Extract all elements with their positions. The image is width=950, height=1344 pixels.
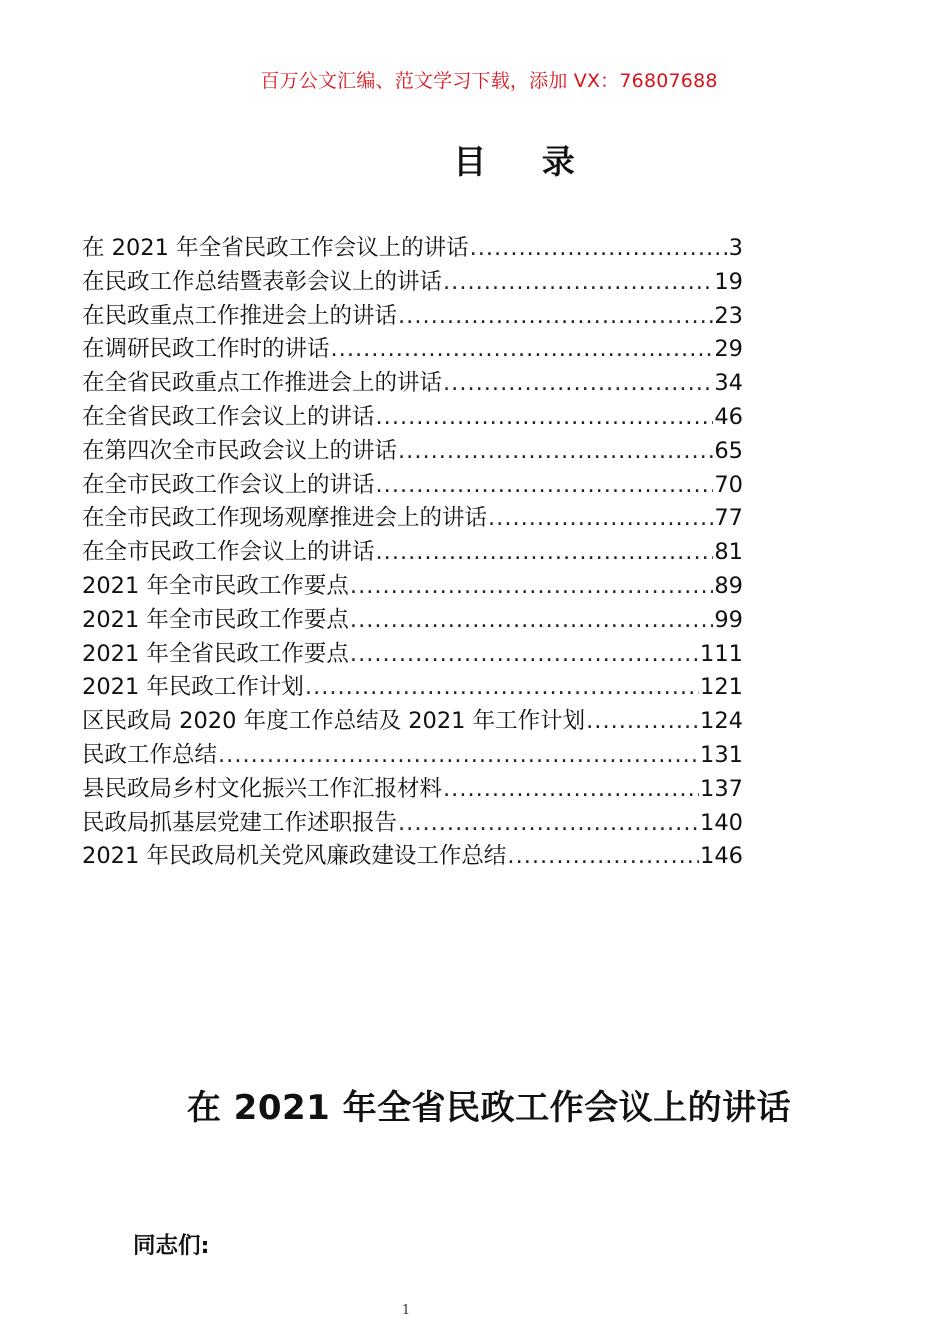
toc-entry-page: 137 <box>700 775 743 802</box>
dot-leader <box>376 536 714 570</box>
toc-entry[interactable] <box>82 469 743 503</box>
toc-title: 目 录 <box>453 142 597 181</box>
dot-leader <box>443 367 713 401</box>
toc-entry-title: 在全市民政工作会议上的讲话 <box>82 471 375 498</box>
header-note: 百万公文汇编、范文学习下载，添加 VX：76807688 <box>260 70 718 92</box>
toc-entry-title: 在全省民政工作会议上的讲话 <box>82 403 375 430</box>
toc-entry-page: 3 <box>728 235 743 261</box>
toc-entry[interactable] <box>82 232 743 266</box>
toc-entry-title: 在全市民政工作现场观摩推进会上的讲话 <box>82 505 488 532</box>
toc-entry-page: 46 <box>714 403 743 430</box>
toc-entry-page: 131 <box>700 741 743 768</box>
toc-entry-title: 在 2021 年全省民政工作会议上的讲话 <box>82 235 469 261</box>
dot-leader <box>350 604 713 638</box>
toc-entry-page: 29 <box>714 336 743 363</box>
toc-entry[interactable] <box>82 671 743 705</box>
toc-entry-title: 2021 年全省民政工作要点 <box>82 640 349 667</box>
dot-leader <box>398 435 713 469</box>
toc-entry-page: 99 <box>714 606 743 633</box>
toc-entry-page: 89 <box>714 572 743 599</box>
toc-entry-title: 区民政局 2020 年度工作总结及 2021 年工作计划 <box>82 708 586 735</box>
toc-entry[interactable] <box>82 536 743 570</box>
toc-entry-title: 在民政工作总结暨表彰会议上的讲话 <box>82 268 443 295</box>
toc-entry-title: 在民政重点工作推进会上的讲话 <box>82 302 398 329</box>
toc-entry[interactable] <box>82 367 743 401</box>
toc-entry[interactable] <box>82 266 743 300</box>
toc-entry-page: 140 <box>700 809 743 836</box>
toc-entry[interactable] <box>82 840 743 874</box>
dot-leader <box>350 638 699 672</box>
toc-entry[interactable] <box>82 705 743 739</box>
toc-entry-title: 县民政局乡村文化振兴工作汇报材料 <box>82 775 443 802</box>
toc-entry[interactable] <box>82 570 743 604</box>
toc-entry-page: 77 <box>714 505 743 532</box>
toc-entry[interactable] <box>82 773 743 807</box>
dot-leader <box>443 266 713 300</box>
salutation: 同志们: <box>133 1233 210 1259</box>
toc-entry-page: 146 <box>700 843 743 870</box>
toc-entry-title: 2021 年全市民政工作要点 <box>82 572 349 599</box>
speech-title: 在 2021 年全省民政工作会议上的讲话 <box>186 1088 792 1128</box>
dot-leader <box>305 671 699 705</box>
dot-leader <box>398 807 699 841</box>
toc-entry-title: 在全省民政重点工作推进会上的讲话 <box>82 370 443 397</box>
toc-entry-page: 19 <box>714 268 743 295</box>
toc-entry-page: 121 <box>700 674 743 701</box>
dot-leader <box>218 739 699 773</box>
toc-entry[interactable] <box>82 300 743 334</box>
dot-leader <box>350 570 713 604</box>
toc-entry[interactable] <box>82 739 743 773</box>
dot-leader <box>443 773 699 807</box>
toc-entry-title: 在全市民政工作会议上的讲话 <box>82 539 375 566</box>
toc-entry-title: 2021 年全市民政工作要点 <box>82 606 349 633</box>
toc-entry-title: 在调研民政工作时的讲话 <box>82 336 330 363</box>
toc-entry-title: 2021 年民政工作计划 <box>82 674 304 701</box>
dot-leader <box>376 401 714 435</box>
toc-entry[interactable] <box>82 333 743 367</box>
toc-entry[interactable] <box>82 502 743 536</box>
toc-entry-title: 2021 年民政局机关党风廉政建设工作总结 <box>82 843 507 870</box>
dot-leader <box>376 469 714 503</box>
dot-leader <box>586 705 699 739</box>
toc-entry[interactable] <box>82 401 743 435</box>
toc-list <box>82 232 743 874</box>
dot-leader <box>398 300 713 334</box>
dot-leader <box>488 502 713 536</box>
toc-entry[interactable] <box>82 807 743 841</box>
toc-entry-title: 民政局抓基层党建工作述职报告 <box>82 809 398 836</box>
dot-leader <box>507 840 699 874</box>
dot-leader <box>470 232 728 266</box>
dot-leader <box>331 333 714 367</box>
toc-entry-title: 在第四次全市民政会议上的讲话 <box>82 437 398 464</box>
toc-entry-page: 70 <box>714 471 743 498</box>
toc-entry[interactable] <box>82 638 743 672</box>
toc-entry-page: 34 <box>714 370 743 397</box>
toc-entry-page: 65 <box>714 437 743 464</box>
toc-entry-page: 81 <box>714 539 743 566</box>
page-number: 1 <box>401 1303 411 1318</box>
toc-entry-title: 民政工作总结 <box>82 741 218 768</box>
toc-entry[interactable] <box>82 435 743 469</box>
toc-entry[interactable] <box>82 604 743 638</box>
toc-entry-page: 111 <box>700 640 743 667</box>
toc-entry-page: 23 <box>714 302 743 329</box>
toc-entry-page: 124 <box>700 708 743 735</box>
